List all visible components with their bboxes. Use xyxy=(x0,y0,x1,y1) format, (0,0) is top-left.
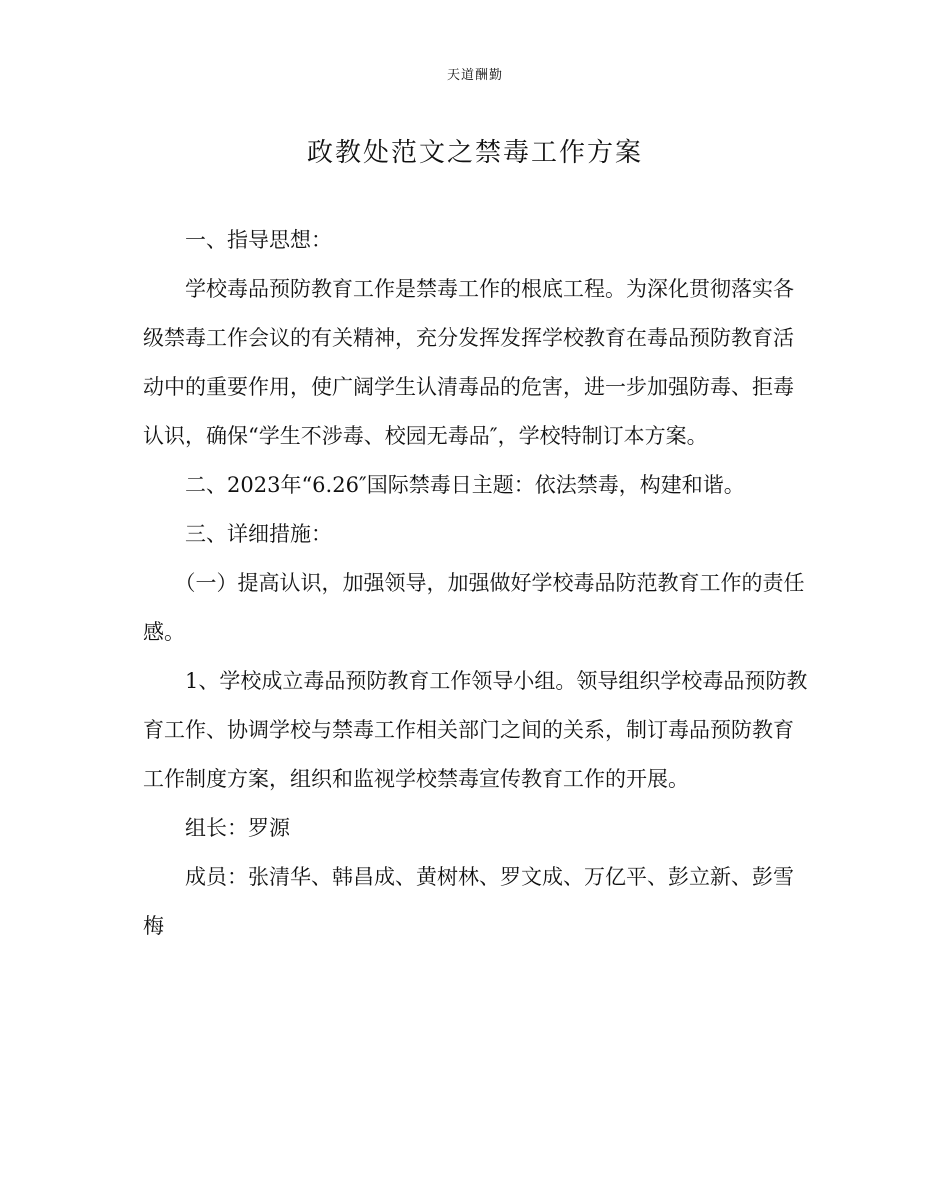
paragraph-guiding-thought: 学校毒品预防教育工作是禁毒工作的根底工程。为深化贯彻落实各级禁毒工作会议的有关精神，充分发挥发挥学校教育在毒品预防教育活动中的重要作用，使广阔学生认清毒品的危害，进一步加强防毒、拒毒认识，确保“学生不涉毒、校园无毒品″，学校特制订本方案。 xyxy=(143,277,794,448)
section-heading-measures: 三、详细措施： xyxy=(185,522,332,546)
document-body xyxy=(143,216,808,951)
section-heading-guiding-thought: 一、指导思想： xyxy=(185,228,332,252)
document-title: 政教处范文之禁毒工作方案 xyxy=(306,138,643,168)
section-heading-theme: 二、2023年“6.26″国际禁毒日主题：依法禁毒，构建和谐。 xyxy=(185,473,745,497)
group-members-line: 成员：张清华、韩昌成、黄树林、罗文成、万亿平、彭立新、彭雪梅 xyxy=(143,865,794,938)
subsection-heading-awareness: （一）提高认识，加强领导，加强做好学校毒品防范教育工作的责任感。 xyxy=(143,571,805,644)
paragraph-leadership-group: 1、学校成立毒品预防教育工作领导小组。领导组织学校毒品预防教育工作、协调学校与禁毒工作相关部门之间的关系，制订毒品预防教育工作制度方案，组织和监视学校禁毒宣传教育工作的开展。 xyxy=(143,669,808,791)
page-header: 天道酬勤 xyxy=(446,68,503,83)
group-leader-line: 组长：罗源 xyxy=(185,816,290,840)
